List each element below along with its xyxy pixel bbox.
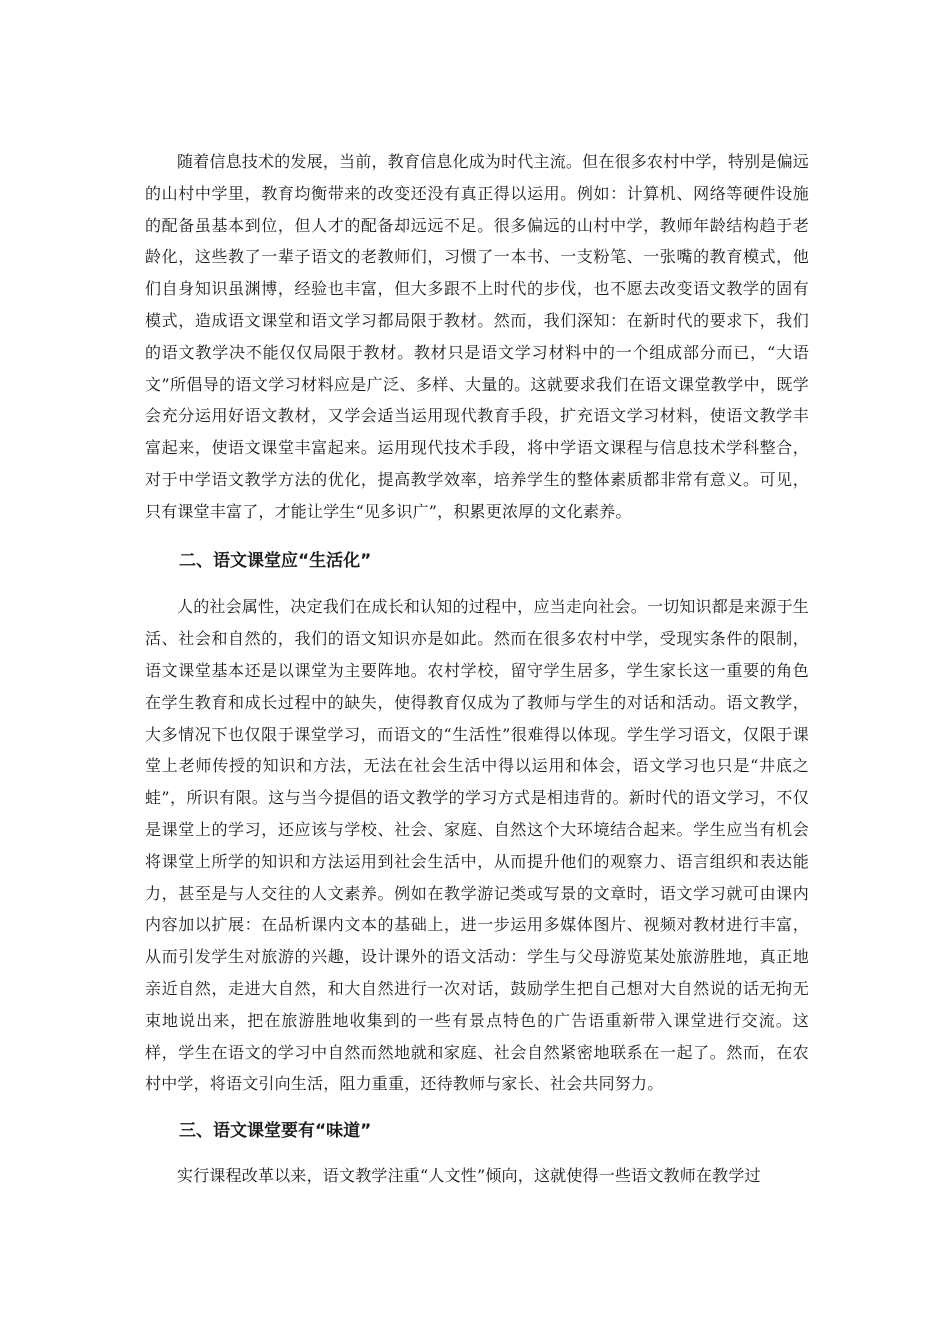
body-paragraph: 人的社会属性，决定我们在成长和认知的过程中，应当走向社会。一切知识都是来源于生活、社会和自然的，我们的语文知识亦是如此。然而在很多农村中学，受现实条件的限制，语文课堂基本还是以课堂为主要阵地。农村学校，留守学生居多，学生家长这一重要的角色在学生教育和成长过程中的缺失，使得教育仅成为了教师与学生的对话和活动。语文教学，大多情况下也仅限于课堂学习，而语文的“生活性”很难得以体现。学生学习语文，仅限于课堂上老师传授的知识和方法，无法在社会生活中得以运用和体会，语文学习也只是“井底之蛙”，所识有限。这与当今提倡的语文教学的学习方式是相违背的。新时代的语文学习，不仅是课堂上的学习，还应该与学校、社会、家庭、自然这个大环境结合起来。学生应当有机会将课堂上所学的知识和方法运用到社会生活中，从而提升他们的观察力、语言组织和表达能力，甚至是与人交往的人文素养。例如在教学游记类或写景的文章时，语文学习就可由课内内容加以扩展：在品析课内文本的基础上，进一步运用多媒体图片、视频对教材进行丰富，从而引发学生对旅游的兴趣，设计课外的语文活动：学生与父母游览某处旅游胜地，真正地亲近自然，走进大自然，和大自然进行一次对话，鼓励学生把自己想对大自然说的话无拘无束地说出来，把在旅游胜地收集到的一些有景点特色的广告语重新带入课堂进行交流。这样，学生在语文的学习中自然而然地就和家庭、社会自然紧密地联系在一起了。然而，在农村中学，将语文引向生活，阻力重重，还待教师与家长、社会共同努力。 — [145, 597, 809, 1094]
document-page — [145, 146, 809, 1192]
section-heading: 三、语文课堂要有“味道” — [179, 1121, 372, 1142]
body-paragraph: 随着信息技术的发展，当前，教育信息化成为时代主流。但在很多农村中学，特别是偏远的山村中学里，教育均衡带来的改变还没有真正得以运用。例如：计算机、网络等硬件设施的配备虽基本到位，但人才的配备却远远不足。很多偏远的山村中学，教师年龄结构趋于老龄化，这些教了一辈子语文的老教师们，习惯了一本书、一支粉笔、一张嘴的教育模式，他们自身知识虽渊博，经验也丰富，但大多跟不上时代的步伐，也不愿去改变语文教学的固有模式，造成语文课堂和语文学习都局限于教材。然而，我们深知：在新时代的要求下，我们的语文教学决不能仅仅局限于教材。教材只是语文学习材料中的一个组成部分而已，“大语文”所倡导的语文学习材料应是广泛、多样、大量的。这就要求我们在语文课堂教学中，既学会充分运用好语文教材，又学会适当运用现代教育手段，扩充语文学习材料，使语文教学丰富起来，使语文课堂丰富起来。运用现代技术手段，将中学语文课程与信息技术学科整合，对于中学语文教学方法的优化，提高教学效率，培养学生的整体素质都非常有意义。可见，只有课堂丰富了，才能让学生“见多识广”，积累更浓厚的文化素养。 — [145, 152, 809, 521]
section-heading: 二、语文课堂应“生活化” — [179, 550, 372, 571]
body-paragraph: 实行课程改革以来，语文教学注重“人文性”倾向，这就使得一些语文教师在教学过 — [177, 1165, 761, 1185]
